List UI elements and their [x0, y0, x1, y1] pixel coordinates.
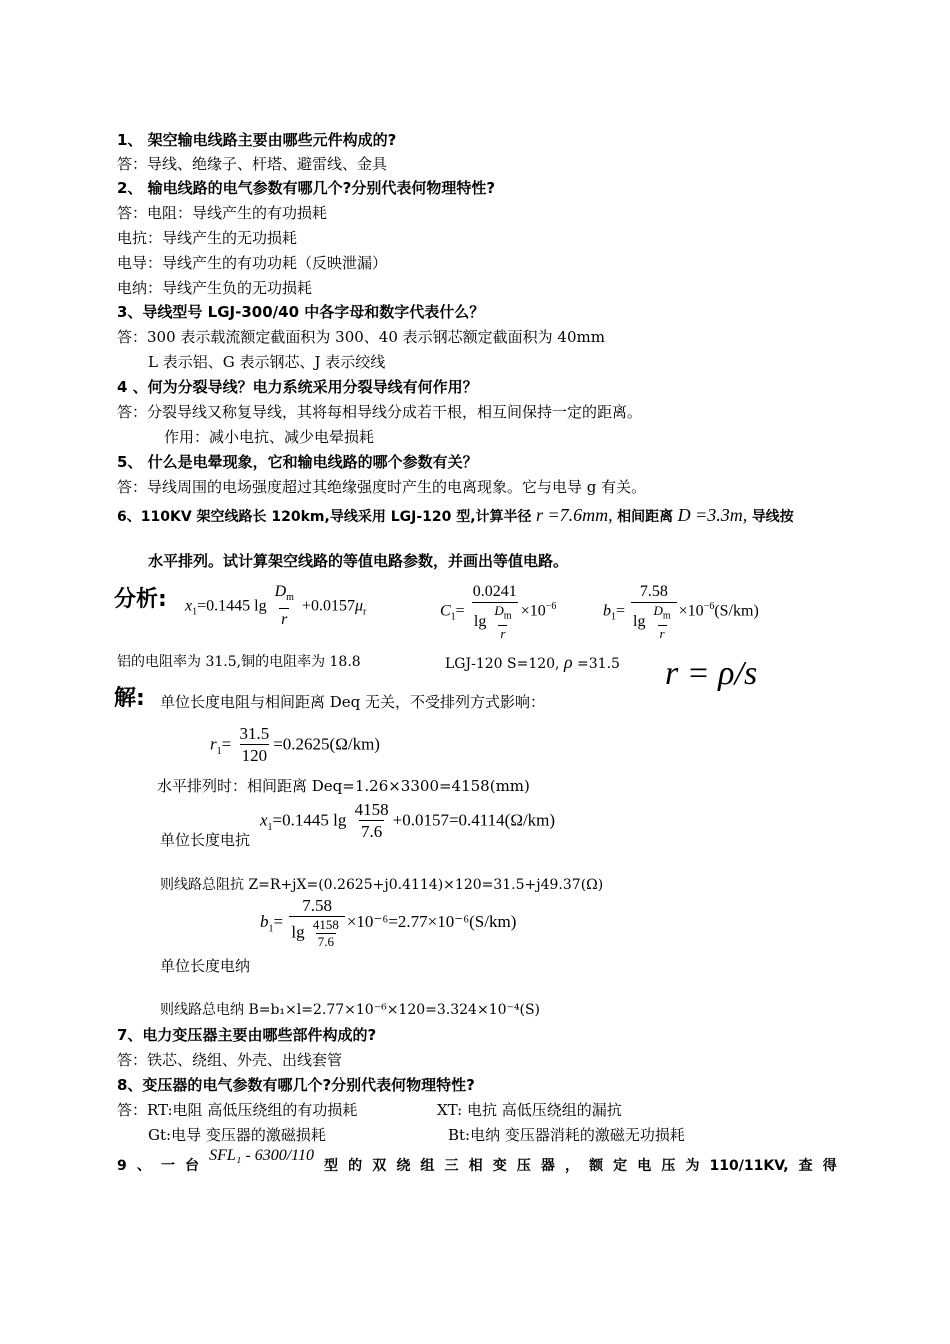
q1-title: 1、 架空输电线路主要由哪些元件构成的?	[117, 131, 397, 149]
q4-answer-1: 答：分裂导线又称复导线，其将每相导线分成若干根，相互间保持一定的距离。	[117, 403, 643, 421]
lgj-note: LGJ-120 S=120, ρ =31.5	[445, 652, 620, 672]
analysis-label: 分析:	[114, 587, 167, 612]
q2-answer-4: 电纳：导线产生负的无功损耗	[117, 279, 313, 297]
z-line: 则线路总阻抗 Z=R+jX=(0.2625+j0.4114)×120=31.5+j49.37(Ω)	[160, 877, 604, 893]
q8-bt: Bt:电纳 变压器消耗的激磁无功损耗	[448, 1126, 685, 1144]
q9-title: 9 、 一 台 SFL₁ - 6300/110 型 的 双 绕 组 三 相 变 压 器 ， 额 定 电 压 为 110/11KV, 查 得	[117, 1147, 837, 1174]
q2-answer-3: 电导：导线产生的有功功耗（反映泄漏）	[117, 254, 388, 272]
b-line: 则线路总电纳 B=b₁×l=2.77×10⁻⁶×120=3.324×10⁻⁴(S)	[160, 1002, 541, 1018]
q6-title-line1: 6、110KV 架空线路长 120km,导线采用 LGJ-120 型,计算半径 r =7.6mm, 相间距离 D =3.3m, 导线按	[117, 505, 794, 525]
q8-title: 8、变压器的电气参数有哪几个?分别代表何物理特性?	[117, 1076, 475, 1094]
q5-answer: 答：导线周围的电场强度超过其绝缘强度时产生的电离现象。它与电导 g 有关。	[117, 478, 647, 496]
r1-calculation: $r_1=$ $\frac{31.5}{120}$ =0.2625(Ω/km)	[210, 724, 380, 765]
q2-title: 2、 输电线路的电气参数有哪几个?分别代表何物理特性?	[117, 179, 496, 197]
q4-answer-2: 作用：减小电抗、减少电晕损耗	[164, 428, 375, 446]
q6-title-line2: 水平排列。试计算架空线路的等值电路参数，并画出等值电路。	[148, 552, 569, 570]
resistivity-note: 铝的电阻率为 31.5,铜的电阻率为 18.8	[117, 654, 361, 670]
q2-answer-1: 答：电阻：导线产生的有功损耗	[117, 204, 328, 222]
solution-label: 解:	[114, 686, 145, 711]
q5-title: 5、 什么是电晕现象，它和输电线路的哪个参数有关？	[117, 453, 478, 471]
q3-title: 3、导线型号 LGJ-300/40 中各字母和数字代表什么？	[117, 303, 485, 321]
r-rho-formula: r = ρ/s	[665, 655, 758, 692]
q4-title: 4 、何为分裂导线？电力系统采用分裂导线有何作用？	[117, 378, 478, 396]
q7-title: 7、电力变压器主要由哪些部件构成的?	[117, 1026, 377, 1044]
q7-answer: 答：铁芯、绕组、外壳、出线套管	[117, 1051, 343, 1069]
q8-gt: Gt:电导 变压器的激磁损耗	[148, 1126, 326, 1144]
b1-calculation: $b_1=$ 7.58 lg $\frac{4158}{7.6}$ ×10⁻⁶=2.77×10⁻⁶(S/km)	[260, 896, 517, 949]
x1-label: 单位长度电抗	[160, 831, 251, 849]
q3-answer-2: L 表示铝、G 表示钢芯、J 表示绞线	[148, 353, 386, 371]
q8-xt: XT: 电抗 高低压绕组的漏抗	[437, 1101, 622, 1119]
formula-c1: $C_1=$ 0.0241 lg $\frac{D_m}{r}$ $\times 10^{-6}$	[440, 583, 557, 641]
q8-rt: 答：RT:电阻 高低压绕组的有功损耗	[117, 1101, 358, 1119]
deq-line: 水平排列时：相间距离 Deq=1.26×3300=4158(mm)	[157, 777, 530, 795]
formula-x1: $x_1=0.1445$ lg $\frac{D_m}{r}$ $+0.0157\mu_r$	[185, 582, 366, 631]
b1-label: 单位长度电纳	[160, 957, 251, 975]
solution-intro: 单位长度电阻与相间距离 Deq 无关，不受排列方式影响：	[160, 693, 546, 711]
formula-b1: $b_1=$ 7.58 lg $\frac{D_m}{r}$ $\times 10^{-6}(S/km)$	[603, 583, 759, 641]
q2-answer-2: 电抗：导线产生的无功损耗	[117, 229, 298, 247]
q3-answer-1: 答：300 表示载流额定截面积为 300、40 表示钢芯额定截面积为 40mm	[117, 328, 605, 346]
q1-answer: 答：导线、绝缘子、杆塔、避雷线、金具	[117, 155, 388, 173]
x1-calculation: $x_1=0.1445$ lg $\frac{4158}{7.6}$ +0.0157=0.4114(Ω/km)	[260, 800, 556, 841]
